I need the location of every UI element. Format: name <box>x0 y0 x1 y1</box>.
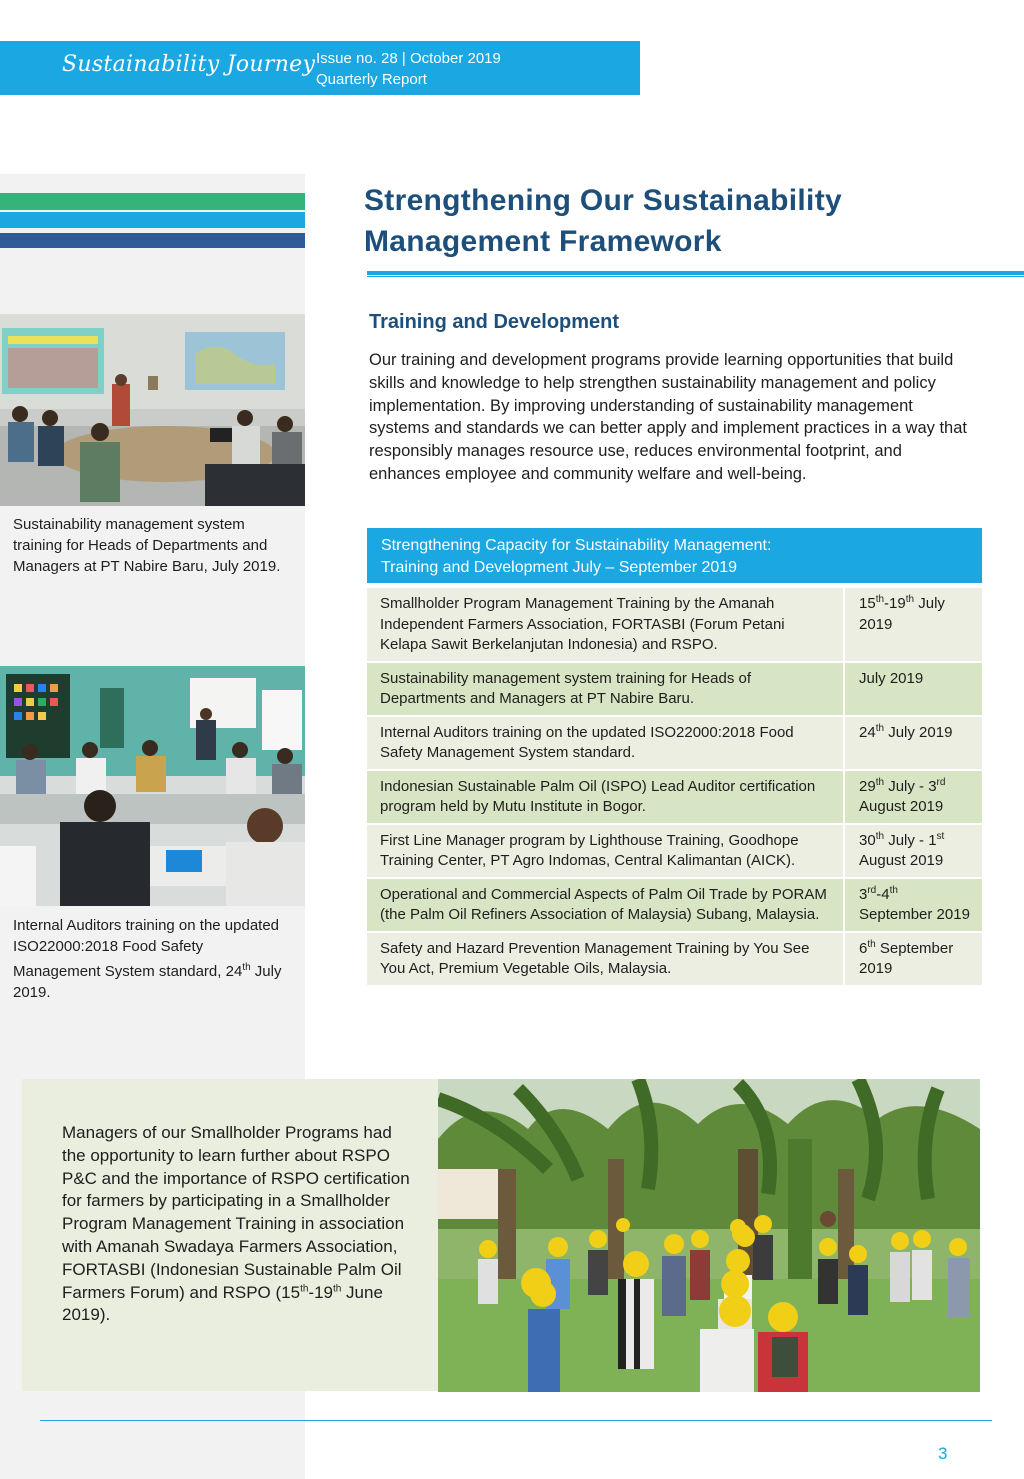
date-text: July - 3 <box>884 777 937 795</box>
decorative-stripe-navy <box>0 233 305 248</box>
date-text: September 2019 <box>859 939 954 977</box>
callout-text <box>62 1122 412 1327</box>
training-description: Operational and Commercial Aspects of Palm Oil Trade by PORAM (the Palm Oil Refiners Association of Malaysia) Subang, Malaysia. <box>367 879 845 931</box>
caption-2-text-end: July 2019. <box>13 963 282 1001</box>
decorative-stripe-blue <box>0 212 305 228</box>
callout-text: -19 <box>308 1282 333 1302</box>
training-date <box>845 588 982 661</box>
photo-caption-1: Sustainability management system training for Heads of Departments and Managers at PT Nabire Baru, July 2019. <box>13 516 281 575</box>
table-row <box>367 769 982 823</box>
callout-text: June 2019). <box>62 1282 383 1325</box>
training-description: Sustainability management system training for Heads of Departments and Managers at PT Nabire Baru. <box>367 663 845 715</box>
table-row <box>367 586 982 661</box>
date-text: August 2019 <box>859 798 944 815</box>
training-description: Smallholder Program Management Training by the Amanah Independent Farmers Association, FORTASBI (Forum Petani Kelapa Sawit Berkelanjutan Indonesia) and RSPO. <box>367 588 845 661</box>
callout-ordinal: th <box>300 1282 309 1294</box>
date-ordinal: rd <box>936 776 946 788</box>
training-table <box>367 586 982 985</box>
date-text: July - 1 <box>884 831 937 849</box>
section-heading: Training and Development <box>369 311 620 333</box>
training-date <box>845 717 982 769</box>
date-text: 30 <box>859 831 876 849</box>
date-text: 15 <box>859 595 876 612</box>
training-date <box>845 663 982 715</box>
training-description: Internal Auditors training on the updated ISO22000:2018 Food Safety Management System standard. <box>367 717 845 769</box>
date-ordinal: th <box>875 776 885 788</box>
date-ordinal: th <box>905 594 915 605</box>
date-text: 3 <box>859 885 868 903</box>
table-row <box>367 715 982 769</box>
table-row <box>367 661 982 715</box>
field-training-photo <box>438 1079 980 1392</box>
caption-2-ordinal: th <box>242 962 251 973</box>
training-date <box>845 879 982 931</box>
date-text: July 2019 <box>859 595 945 633</box>
caption-2-text: Internal Auditors training on the updated ISO22000:2018 Food Safety Management System standard, 24 <box>13 917 280 980</box>
table-row <box>367 823 982 877</box>
date-text: 24 <box>859 723 876 741</box>
footer-rule <box>40 1420 992 1421</box>
table-header-line-2: Training and Development July – September 2019 <box>381 559 738 576</box>
table-row <box>367 931 982 985</box>
table-row <box>367 877 982 931</box>
date-ordinal: th <box>867 938 876 950</box>
report-line: Quarterly Report <box>316 71 427 88</box>
auditors-training-photo <box>0 666 305 906</box>
date-text: 29 <box>859 777 876 795</box>
date-text: -4 <box>876 885 890 903</box>
date-ordinal: th <box>889 884 898 896</box>
callout-text: Managers of our Smallholder Programs had the opportunity to learn further about RSPO P&C and the importance of RSPO certification for farmers by participating in a Smallholder Program Management Training in association with Amanah Swadaya Farmers Association, FORTASBI (Indonesian Sustainable Palm Oil Farmers Forum) and RSPO (15 <box>62 1123 410 1302</box>
date-text: -19 <box>884 595 906 612</box>
decorative-stripe-green <box>0 193 305 210</box>
date-ordinal: th <box>875 722 885 734</box>
training-description: Safety and Hazard Prevention Management Training by You See You Act, Premium Vegetable Oils, Malaysia. <box>367 933 845 985</box>
intro-paragraph: Our training and development programs provide learning opportunities that build skills and knowledge to help strengthen sustainability management and policy implementation. By improving understanding of sustainability management systems and standards we can better apply and implement practices in a way that responsibly manages resource use, reduces environmental footprint, and enhances employee and community welfare and well-being. <box>369 351 967 483</box>
training-date <box>845 933 982 985</box>
date-text: July 2019 <box>884 723 953 741</box>
date-text: August 2019 <box>859 852 944 869</box>
training-table-header <box>367 528 982 583</box>
date-text: July 2019 <box>859 669 924 687</box>
date-text: 6 <box>859 939 868 957</box>
table-header-line-1: Strengthening Capacity for Sustainability Management: <box>381 537 772 554</box>
training-date <box>845 825 982 877</box>
page-title-line-2: Management Framework <box>364 225 722 258</box>
training-description: First Line Manager program by Lighthouse Training, Goodhope Training Center, PT Agro Indomas, Central Kalimantan (AICK). <box>367 825 845 877</box>
photo-caption-2 <box>13 915 288 1003</box>
date-ordinal: th <box>875 830 885 842</box>
page-title-line-1: Strengthening Our Sustainability <box>364 184 842 217</box>
page-title <box>364 180 1004 262</box>
date-ordinal: st <box>936 830 945 842</box>
callout-ordinal: th <box>332 1282 342 1294</box>
date-ordinal: rd <box>867 884 877 896</box>
title-underline-thin <box>367 276 1024 277</box>
date-text: September 2019 <box>859 906 970 923</box>
training-room-photo <box>0 314 305 506</box>
page-number: 3 <box>938 1444 948 1463</box>
date-ordinal: th <box>875 594 885 605</box>
issue-info <box>316 48 501 90</box>
issue-line: Issue no. 28 | October 2019 <box>316 50 501 67</box>
publication-title: Sustainability Journey <box>62 52 316 77</box>
title-underline <box>367 271 1024 275</box>
training-date <box>845 771 982 823</box>
training-description: Indonesian Sustainable Palm Oil (ISPO) Lead Auditor certification program held by Mutu Institute in Bogor. <box>367 771 845 823</box>
